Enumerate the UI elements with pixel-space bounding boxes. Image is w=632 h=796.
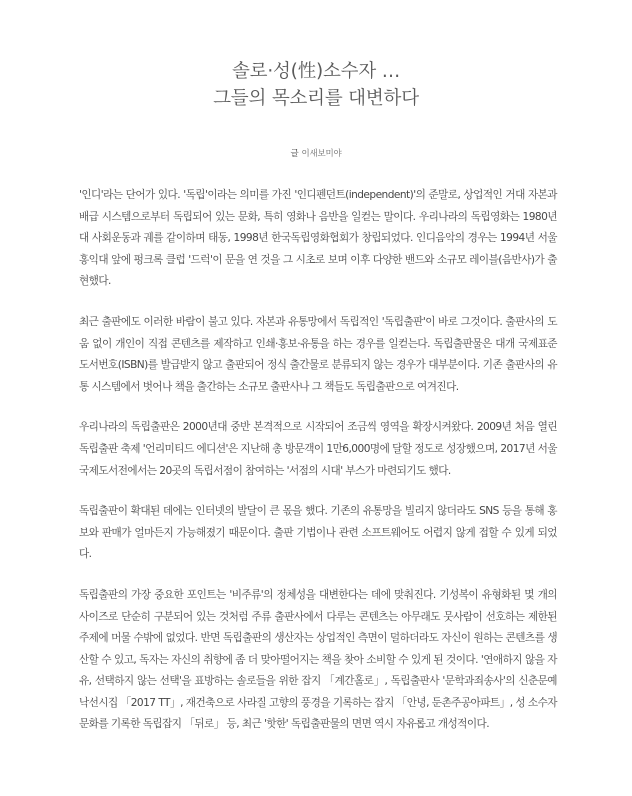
- byline: [0, 147, 632, 159]
- article-title: [0, 58, 632, 112]
- paragraph-3: 우리나라의 독립출판은 2000년대 중반 본격적으로 시작되어 조금씩 영역을 확장시켜왔다. 2009년 처음 열린 독립출판 축제 '언리미티드 에디션'은 지난해 총 방문객이 1만6,000명에 달할 정도로 성장했으며, 2017년 서울국제도서전에서는 20곳의 독립서점이 참여하는 '서점의 시대' 부스가 마련되기도 했다.: [79, 421, 557, 477]
- byline-label: 글: [290, 149, 299, 159]
- paragraph-5: 독립출판의 가장 중요한 포인트는 '비주류'의 정체성을 대변한다는 데에 맞춰진다. 기성복이 유형화된 몇 개의 사이즈로 단순히 구분되어 있는 것처럼 주류 출판사에서 다루는 콘텐츠는 아무래도 뭇사람이 선호하는 제한된 주제에 머물 수밖에 없었다. 반면 독립출판의 생산자는 상업적인 측면이 덜하더라도 자신이 원하는 콘텐츠를 생산할 수 있고, 독자는 자신의 취향에 좀 더 맞아떨어지는 책을 찾아 소비할 수 있게 된 것이다. '연애하지 않을 자유, 선택하지 않는 선택'을 표방하는 솔로들을 위한 잡지 「계간홀로」, 독립출판사 '문학과죄송사'의 신춘문예 낙선시집 「2017 TT」, 재건축으로 사라질 고향의 풍경을 기록하는 잡지 「안녕, 둔촌주공아파트」, 성 소수자 문화를 기록한 독립잡지 「뒤로」 등, 최근 '핫한' 독립출판물의 면면 역시 자유롭고 개성적이다.: [79, 588, 557, 731]
- article-body: [79, 185, 557, 755]
- paragraph-4: 독립출판이 확대된 데에는 인터넷의 발달이 큰 몫을 했다. 기존의 유통망을 빌리지 않더라도 SNS 등을 통해 홍보와 판매가 얼마든지 가능해졌기 때문이다. 출판 기법이나 관련 소프트웨어도 어렵지 않게 접할 수 있게 되었다.: [79, 505, 557, 561]
- paragraph-2: 최근 출판에도 이러한 바람이 불고 있다. 자본과 유통망에서 독립적인 '독립출판'이 바로 그것이다. 출판사의 도움 없이 개인이 직접 콘텐츠를 제작하고 인쇄·홍보·유통을 하는 경우를 일컫는다. 독립출판물은 대개 국제표준도서번호(ISBN)를 발급받지 않고 출판되어 정식 출간물로 분류되지 않는 경우가 대부분이다. 기존 출판사의 유통 시스템에서 벗어나 책을 출간하는 소규모 출판사나 그 책들도 독립출판으로 여겨진다.: [79, 315, 557, 393]
- paragraph-1: '인디'라는 단어가 있다. '독립'이라는 의미를 가진 '인디펜던트(independent)'의 준말로, 상업적인 거대 자본과 배급 시스템으로부터 독립되어 있는 문화, 특히 영화나 음반을 일컫는 말이다. 우리나라의 독립영화는 1980년대 사회운동과 궤를 같이하며 태동, 1998년 한국독립영화협회가 창립되었다. 인디음악의 경우는 1994년 서울 홍익대 앞에 펑크록 클럽 '드럭'이 문을 연 것을 그 시초로 보며 이후 다양한 밴드와 소규모 레이블(음반사)가 출현했다.: [79, 189, 557, 288]
- title-line-2: 그들의 목소리를 대변하다: [213, 88, 419, 109]
- byline-author: 이새보미야: [301, 149, 342, 159]
- title-line-1: 솔로·성(性)소수자 …: [231, 61, 401, 82]
